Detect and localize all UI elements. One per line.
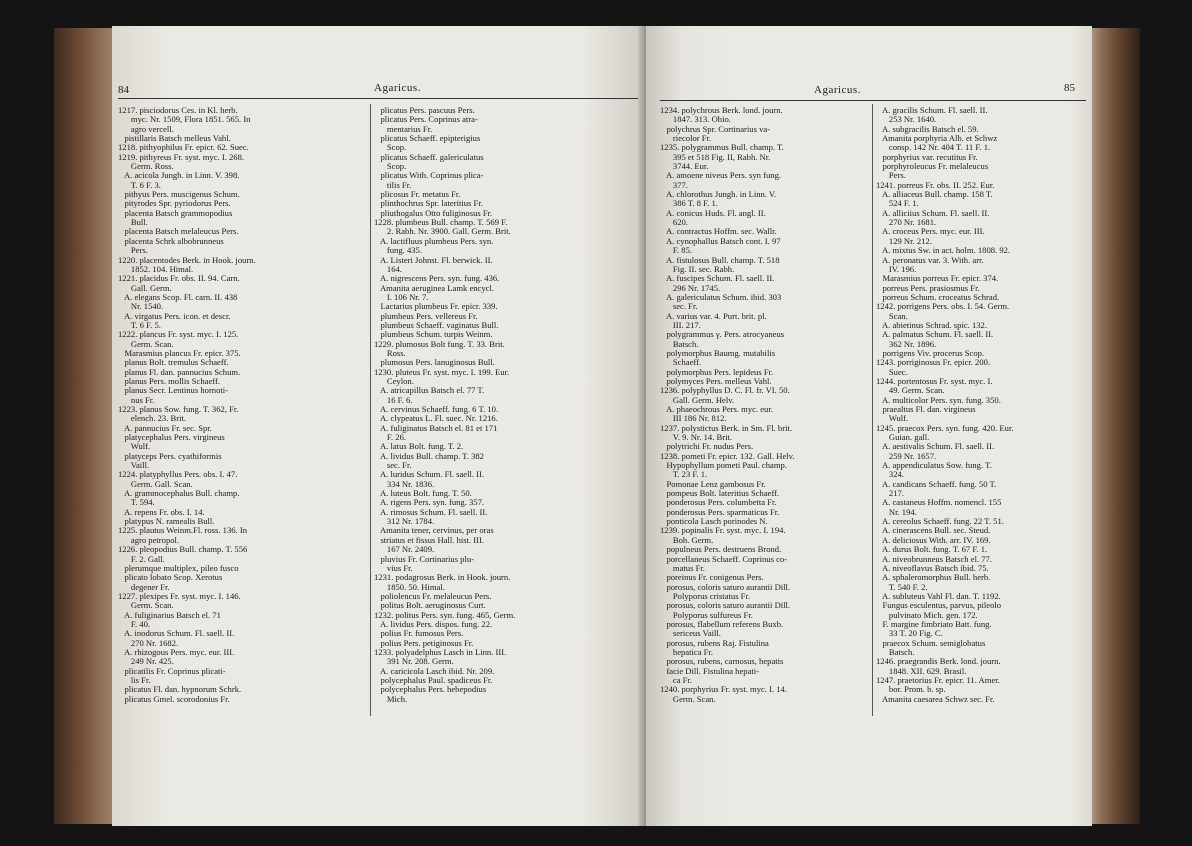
- entry-line: 334 Nr. 1836.: [374, 479, 435, 489]
- page-number-left: 84: [118, 84, 129, 96]
- entry-line: 1240. porphyrius Fr. syst. myc. I. 14.: [660, 685, 787, 695]
- entry-line: Germ. Scan.: [118, 339, 174, 349]
- entry-line: 1234. polychrous Berk. lond. journ.: [660, 106, 783, 115]
- entry-line: 1227. plexipes Fr. syst. myc. I. 146.: [118, 591, 241, 601]
- entry-line: plicatus Pers. pascuus Pers.: [374, 106, 475, 115]
- entry-line: A. niveobrunneus Batsch el. 77.: [876, 554, 992, 564]
- entry-line: 270 Nr. 1682.: [118, 638, 179, 648]
- entry-line: hepatica Fr.: [660, 647, 713, 657]
- entry-line: Scop.: [374, 143, 407, 153]
- entry-line: 1232. politus Pers. syn. fung. 465, Germ.: [374, 610, 516, 620]
- entry-line: Vaill.: [118, 461, 150, 471]
- entry-line: A. rigens Pers. syn. fung. 357.: [374, 498, 485, 508]
- entry-line: pompeus Bolt. lateritius Schaeff.: [660, 489, 780, 499]
- entry-line: 167 Nr. 2409.: [374, 545, 435, 555]
- entry-line: planus Fl. dan. pannucius Schum.: [118, 367, 241, 377]
- entry-line: Mich.: [374, 694, 408, 704]
- entry-line: 1244. portentosus Fr. syst. myc. I.: [876, 376, 993, 386]
- entry-line: 296 Nr. 1745.: [660, 283, 721, 293]
- entry-line: Germ. Scan.: [118, 601, 174, 611]
- entry-line: 1852. 104. Himal.: [118, 264, 194, 274]
- entry-line: A. acicola Jungh. in Linn. V. 398.: [118, 171, 240, 181]
- entry-line: A. elegans Scop. Fl. carn. II. 438: [118, 292, 238, 302]
- entry-line: 1850. 50. Himal.: [374, 582, 445, 592]
- entry-line: plinthochrus Spr. lateritius Fr.: [374, 199, 483, 209]
- entry-line: placenta Schrk albobrunneus: [118, 236, 224, 246]
- entry-line: 1220. placentodes Berk. in Hook. journ.: [118, 255, 256, 265]
- entry-line: porphyrius var. recutitus Fr.: [876, 152, 978, 162]
- entry-line: A. clypeatus L. Fl. suec. Nr. 1216.: [374, 414, 498, 424]
- entry-line: nus Fr.: [118, 395, 155, 405]
- entry-line: A. galericulatus Schum. ibid. 303: [660, 292, 782, 302]
- entry-line: plumbeus Schum. turpis Weinm.: [374, 330, 493, 340]
- entry-line: poreinus Fr. conigenus Pers.: [660, 573, 764, 583]
- entry-line: A. castaneus Hoffm. nomencl. 155: [876, 498, 1002, 508]
- entry-line: Lactarius plumbeus Fr. epicr. 339.: [374, 302, 498, 312]
- entry-line: Germ. Ross.: [118, 162, 174, 172]
- entry-line: IV. 196.: [876, 264, 917, 274]
- entry-line: polytrichi Fr. nudus Pers.: [660, 442, 754, 452]
- entry-line: elench. 23. Brit.: [118, 414, 187, 424]
- right-page: [646, 26, 1092, 826]
- entry-line: A. abietinus Schrad. spic. 132.: [876, 320, 987, 330]
- entry-line: A. luteus Bolt. fung. T. 50.: [374, 489, 472, 499]
- entry-line: 259 Nr. 1657.: [876, 451, 937, 461]
- entry-line: pithyus Pers. muscigenus Schum.: [118, 190, 240, 200]
- entry-line: polymorphus Pers. lepideus Fr.: [660, 367, 774, 377]
- entry-line: A. gracilis Schum. Fl. saell. II.: [876, 106, 988, 115]
- left-page-stack-edge: [54, 28, 116, 824]
- entry-line: Wulf.: [118, 442, 151, 452]
- right-page-stack-edge: [1090, 28, 1140, 824]
- entry-line: A. cervinus Schaeff. fung. 6 T. 10.: [374, 405, 499, 414]
- entry-line: porrigens Viv. procerus Scop.: [876, 348, 985, 358]
- entry-line: A. grammocephalus Bull. champ.: [118, 489, 240, 499]
- entry-line: platyceps Pers. cyathiformis: [118, 451, 222, 461]
- entry-line: agro vercell.: [118, 124, 174, 134]
- entry-line: A. cereolus Schaeff. fung. 22 T. 51.: [876, 517, 1004, 527]
- column-divider-right: [872, 104, 873, 716]
- entry-line: matus Fr.: [660, 563, 705, 573]
- entry-line: plicatilis Fr. Coprinus plicati-: [118, 666, 226, 676]
- entry-line: plicosus Fr. metatus Fr.: [374, 190, 461, 200]
- entry-line: agro petropol.: [118, 535, 180, 545]
- running-head-right: Agaricus.: [814, 84, 861, 96]
- running-head-left: Agaricus.: [374, 82, 421, 94]
- entry-line: A. fuliginarius Batsch el. 71: [118, 610, 221, 620]
- entry-line: A. fuliginatus Batsch el. 81 et 171: [374, 423, 498, 433]
- entry-line: Germ. Gall. Scan.: [118, 479, 193, 489]
- entry-line: pluvius Fr. Cortinarius plu-: [374, 554, 475, 564]
- entry-line: 1225. plautus Weinm.Fl. ross. 136. In: [118, 526, 248, 536]
- entry-line: sec. Fr.: [374, 461, 412, 471]
- entry-line: 1228. plumbeus Bull. champ. T. 569 F.: [374, 218, 508, 228]
- entry-line: Marasmius porreus Fr. epicr. 374.: [876, 274, 999, 284]
- entry-line: 391 Nr. 208. Germ.: [374, 657, 454, 667]
- entry-line: 1218. pithyophilus Fr. epicr. 62. Suec.: [118, 143, 249, 153]
- open-book: [54, 22, 1140, 830]
- entry-line: Wulf.: [876, 414, 909, 424]
- entry-line: A. niveoflavus Batsch ibid. 75.: [876, 563, 989, 573]
- entry-line: 386 T. 8 F. 1.: [660, 199, 718, 209]
- entry-line: F. 2. Gall.: [118, 554, 165, 564]
- entry-line: pulvinato Mich. gen. 172.: [876, 610, 978, 620]
- entry-line: A. caricicola Lasch ibid. Nr. 209.: [374, 666, 495, 676]
- entry-line: T. 594.: [118, 498, 155, 508]
- entry-line: A. mixtus Sw. in act. holm. 1808. 92.: [876, 246, 1011, 256]
- entry-line: Germ. Scan.: [660, 694, 716, 704]
- entry-line: A. cynophallus Batsch cont. I. 97: [660, 236, 781, 246]
- entry-line: 2. Rabh. Nr. 3900. Gall. Germ. Brit.: [374, 227, 511, 237]
- right-column-2: [876, 106, 1088, 704]
- entry-line: A. croceus Pers. myc. eur. III.: [876, 227, 985, 237]
- entry-line: porreus Pers. prasiosmus Fr.: [876, 283, 980, 293]
- entry-line: 324.: [876, 470, 904, 480]
- entry-line: ponderosus Pers. columbetta Fr.: [660, 498, 777, 508]
- entry-line: A. Listeri Johnst. Fl. berwick. II.: [374, 255, 493, 265]
- entry-line: fung. 435.: [374, 246, 422, 256]
- entry-line: praecox Schum. semiglobatus: [876, 638, 986, 648]
- entry-line: A. luridus Schum. Fl. saell. II.: [374, 470, 485, 480]
- entry-line: plicatus Fl. dan. hypnorum Schrk.: [118, 685, 242, 695]
- entry-line: 1217. pisciodorus Ces. in Kl. herb.: [118, 106, 238, 115]
- entry-line: 1229. plumosus Bolt fung. T. 33. Brit.: [374, 339, 505, 349]
- entry-line: polymyces Pers. melleus Vahl.: [660, 376, 772, 386]
- entry-line: A. atricapillus Batsch el. 77 T.: [374, 386, 485, 396]
- entry-line: platypus N. ramealis Bull.: [118, 517, 215, 527]
- entry-line: plumosus Pers. lanuginosus Bull.: [374, 358, 495, 368]
- entry-line: striatus et fissus Hall. hist. III.: [374, 535, 485, 545]
- entry-line: 362 Nr. 1896.: [876, 339, 937, 349]
- entry-line: planus Pers. mollis Schaeff.: [118, 376, 221, 386]
- entry-line: Bull.: [118, 218, 148, 228]
- entry-line: platycephalus Pers. virgineus: [118, 433, 225, 443]
- entry-line: A. appendiculatus Sow. fung. T.: [876, 461, 992, 471]
- entry-line: 49. Germ. Scan.: [876, 386, 945, 396]
- entry-line: A. conicus Huds. Fl. angl. II.: [660, 208, 766, 218]
- entry-line: T. 23 F. 1.: [660, 470, 708, 480]
- entry-line: A. deliciosus With. arr. IV. 169.: [876, 535, 991, 545]
- entry-line: Marasmius plancus Fr. epicr. 375.: [118, 348, 241, 358]
- entry-line: Scan.: [876, 311, 908, 321]
- entry-line: 1241. porreus Fr. obs. II. 252. Eur.: [876, 180, 995, 190]
- entry-line: 312 Nr. 1784.: [374, 517, 435, 527]
- entry-line: 1219. pithyreus Fr. syst. myc. I. 268.: [118, 152, 245, 162]
- entry-line: porosus, rubens, carnosus, hepatis: [660, 657, 784, 667]
- entry-line: polymorphus Baumg. mutabilis: [660, 348, 776, 358]
- entry-line: riecolor Fr.: [660, 134, 712, 144]
- entry-line: A. chlorothus Jungh. in Linn. V.: [660, 190, 777, 200]
- entry-line: Polyporus sulfureus Fr.: [660, 610, 753, 620]
- entry-line: A. multicolor Pers. syn. fung. 350.: [876, 395, 1001, 405]
- entry-line: porosus, flabellum referens Buxb.: [660, 619, 784, 629]
- entry-line: sec. Fr.: [660, 302, 698, 312]
- entry-line: Amanita caesarea Schwz sec. Fr.: [876, 694, 995, 704]
- entry-line: 33 T. 20 Fig. C.: [876, 629, 943, 639]
- entry-line: Nr. 1540.: [118, 302, 164, 312]
- entry-line: A. candicans Schaeff. fung. 50 T.: [876, 479, 997, 489]
- entry-line: 1236. polyphyllus D. C. Fl. fr. VI. 50.: [660, 386, 790, 396]
- entry-line: plicatus With. Coprinus plica-: [374, 171, 484, 181]
- entry-line: V. 9. Nr. 14. Brit.: [660, 433, 733, 443]
- entry-line: F. 26.: [374, 433, 407, 443]
- entry-line: polius Pers. petiginosus Fr.: [374, 638, 474, 648]
- entry-line: 1221. placidus Fr. obs. II. 94. Carn.: [118, 274, 240, 284]
- entry-line: 1226. pleopodius Bull. champ. T. 556: [118, 545, 248, 555]
- entry-line: A. aestivalis Schum. Fl. saell. II.: [876, 442, 995, 452]
- entry-line: lis Fr.: [118, 675, 151, 685]
- entry-line: 524 F. 1.: [876, 199, 919, 209]
- entry-line: pityrodes Spr. pyriodorus Pers.: [118, 199, 231, 209]
- entry-line: polycephalus Paul. spadiceus Fr.: [374, 675, 493, 685]
- entry-line: porosus, rubens Raj. Fistulina: [660, 638, 769, 648]
- left-column-2: [374, 106, 640, 704]
- entry-line: A. cinerascens Bull. sec. Steud.: [876, 526, 991, 536]
- entry-line: 620.: [660, 218, 688, 228]
- entry-line: plumbeus Schaeff. vaginatus Bull.: [374, 320, 499, 330]
- entry-line: 1235. polygrammus Bull. champ. T.: [660, 143, 784, 153]
- entry-line: 3744. Eur.: [660, 162, 709, 172]
- entry-line: I. 106 Nr. 7.: [374, 292, 429, 302]
- entry-line: 1247. praetorius Fr. epicr. 11. Amer.: [876, 675, 1000, 685]
- entry-line: plerumque multiplex, pileo fusco: [118, 563, 239, 573]
- entry-line: polychrus Spr. Cortinarius va-: [660, 124, 771, 134]
- entry-line: sericeus Vaill.: [660, 629, 721, 639]
- entry-line: consp. 142 Nr. 404 T. 11 F. 1.: [876, 143, 991, 153]
- entry-line: Guian. gall.: [876, 433, 930, 443]
- entry-line: 1242. porrigens Pers. obs. I. 54. Germ.: [876, 302, 1010, 312]
- entry-line: Amanita porphyria Alb. et Schwz: [876, 134, 998, 144]
- entry-line: praealtus Fl. dan. virgineus: [876, 405, 976, 414]
- entry-line: placenta Batsch grammopodius: [118, 208, 233, 218]
- entry-line: F. 85.: [660, 246, 693, 256]
- entry-line: facie Dill. Fistulina hepati-: [660, 666, 760, 676]
- entry-line: poliolencus Fr. melaleucus Pers.: [374, 591, 492, 601]
- entry-line: Boh. Germ.: [660, 535, 714, 545]
- entry-line: A. virgatus Pers. icon. et descr.: [118, 311, 231, 321]
- entry-line: A. lividus Bull. champ. T. 382: [374, 451, 484, 461]
- entry-line: plicatus Schaeff. epipterigius: [374, 134, 481, 144]
- entry-line: A. latus Bolt. fung. T. 2.: [374, 442, 464, 452]
- entry-line: 1848. XII. 629. Brasil.: [876, 666, 967, 676]
- entry-line: polius Fr. fumosus Pers.: [374, 629, 464, 639]
- entry-line: Scop.: [374, 162, 407, 172]
- entry-line: F. margine fimbriato Batt. fung.: [876, 619, 992, 629]
- entry-line: A. alliciius Schum. Fl. saell. II.: [876, 208, 990, 218]
- entry-line: Batsch.: [876, 647, 915, 657]
- entry-line: A. durus Bolt. fung. T. 67 F. 1.: [876, 545, 988, 555]
- entry-line: A. fistulosus Bull. champ. T. 518: [660, 255, 780, 265]
- entry-line: A. phaeochrous Pers. myc. eur.: [660, 405, 773, 414]
- entry-line: T. 6 F. 5.: [118, 320, 161, 330]
- entry-line: bor. Prom. b. sp.: [876, 685, 946, 695]
- entry-line: Ross.: [374, 348, 406, 358]
- entry-line: T. 540 F. 2.: [876, 582, 928, 592]
- entry-line: III 186 Nr. 812.: [660, 414, 727, 424]
- entry-line: F. 40.: [118, 619, 151, 629]
- entry-line: Fig. II. sec. Rabh.: [660, 264, 735, 274]
- entry-line: A. peronatus var. 3. With. arr.: [876, 255, 984, 265]
- entry-line: planus Bolt. tremulus Schaeff.: [118, 358, 229, 368]
- entry-line: tilis Fr.: [374, 180, 412, 190]
- right-column-1: [660, 106, 870, 704]
- entry-line: placenta Batsch melaleucus Pers.: [118, 227, 239, 237]
- entry-line: Pers.: [118, 246, 148, 256]
- entry-line: 377.: [660, 180, 688, 190]
- entry-line: pistillaris Batsch melleus Vahl.: [118, 134, 231, 144]
- entry-line: porosus, coloris saturo aurantii Dill.: [660, 582, 791, 592]
- entry-line: 270 Nr. 1681.: [876, 218, 937, 228]
- entry-line: A. subgracilis Batsch el. 59.: [876, 124, 979, 134]
- entry-line: 1243. porriginosus Fr. epicr. 200.: [876, 358, 991, 368]
- entry-line: Hypophyllum pometi Paul. champ.: [660, 461, 787, 471]
- entry-line: 1239. popinalis Fr. syst. myc. I. 194.: [660, 526, 786, 536]
- entry-line: porosus, coloris saturo aurantii Dill.: [660, 601, 791, 611]
- entry-line: A. rhizogous Pers. myc. eur. III.: [118, 647, 235, 657]
- entry-line: Pers.: [876, 171, 906, 181]
- entry-line: A. amoene niveus Pers. syn fung.: [660, 171, 782, 181]
- entry-line: 1230. pluteus Fr. syst. myc. I. 199. Eur.: [374, 367, 510, 377]
- entry-line: A. inodorus Schum. Fl. saell. II.: [118, 629, 235, 639]
- entry-line: A. repens Fr. obs. I. 14.: [118, 507, 205, 517]
- entry-line: politus Bolt. aeruginosus Curt.: [374, 601, 486, 611]
- column-divider-left: [370, 104, 371, 716]
- entry-line: 217.: [876, 489, 904, 499]
- entry-line: Pomonae Lenz gambosus Fr.: [660, 479, 766, 489]
- entry-line: porreus Schum. croceatus Schrad.: [876, 292, 1000, 302]
- entry-line: A. palmatus Schum. Fl. saell. II.: [876, 330, 994, 340]
- entry-line: 1231. podagrosus Berk. in Hook. journ.: [374, 573, 511, 583]
- entry-line: Ceylon.: [374, 376, 414, 386]
- entry-line: Gall. Germ. Helv.: [660, 395, 735, 405]
- entry-line: 164.: [374, 264, 402, 274]
- entry-line: porcellaneus Schaeff. Coprinus co-: [660, 554, 788, 564]
- entry-line: populneus Pers. destruens Brond.: [660, 545, 782, 555]
- entry-line: A. contractus Hoffm. sec. Wallr.: [660, 227, 777, 237]
- entry-line: 249 Nr. 425.: [118, 657, 174, 667]
- entry-line: 1224. platyphyllus Pers. obs. I. 47.: [118, 470, 238, 480]
- header-rule-right: [660, 100, 1086, 101]
- entry-line: ponderosus Pers. sparmaticus Fr.: [660, 507, 780, 517]
- entry-line: myc. Nr. 1509, Flora 1851. 565. In: [118, 115, 251, 125]
- entry-line: A. sphaleromorphus Bull. herb.: [876, 573, 991, 583]
- entry-line: Batsch.: [660, 339, 699, 349]
- entry-line: A. pannucius Fr. sec. Spr.: [118, 423, 212, 433]
- entry-line: 1238. pometi Fr. epicr. 132. Gall. Helv.: [660, 451, 795, 461]
- page-number-right: 85: [1064, 82, 1075, 94]
- entry-line: vius Fr.: [374, 563, 413, 573]
- entry-line: A. subluteus Vahl Fl. dan. T. 1192.: [876, 591, 1001, 601]
- entry-line: mentarius Fr.: [374, 124, 433, 134]
- entry-line: porphyroleucus Fr. melaleucus: [876, 162, 989, 172]
- entry-line: Amanita tener, cervinus, per oras: [374, 526, 494, 536]
- entry-line: A. varius var. 4. Purt. brit. pl.: [660, 311, 767, 321]
- entry-line: Nr. 194.: [876, 507, 917, 517]
- left-column-1: [118, 106, 368, 704]
- entry-line: 1246. praegrandis Berk. lond. journ.: [876, 657, 1001, 667]
- header-rule-left: [118, 98, 638, 99]
- entry-line: 1237. polystictus Berk. in Sm. Fl. brit.: [660, 423, 793, 433]
- entry-line: plumbeus Pers. vellereus Fr.: [374, 311, 478, 321]
- entry-line: ponticola Lasch porinodes N.: [660, 517, 768, 527]
- left-page: [112, 26, 646, 826]
- entry-line: 1847. 313. Ohio.: [660, 115, 731, 125]
- entry-line: Gall. Germ.: [118, 283, 172, 293]
- entry-line: A. lividus Pers. dispos. fung. 22.: [374, 619, 493, 629]
- entry-line: degener Fr.: [118, 582, 170, 592]
- entry-line: 1233. polyadelphus Lasch in Linn. III.: [374, 647, 507, 657]
- entry-line: plicatus Pers. Coprinus atra-: [374, 115, 478, 125]
- entry-line: plicato lobato Scop. Xerotus: [118, 573, 223, 583]
- entry-line: 16 F. 6.: [374, 395, 413, 405]
- entry-line: pliuthogalus Otto fuliginosus Fr.: [374, 208, 493, 218]
- entry-line: A. fuscipes Schum. Fl. saell. II.: [660, 274, 775, 284]
- entry-line: ca Fr.: [660, 675, 692, 685]
- entry-line: A. alliaceus Bull. champ. 158 T.: [876, 190, 993, 200]
- entry-line: A. lactifluus plumbeus Pers. syn.: [374, 236, 494, 246]
- entry-line: 1223. planus Sow. fung. T. 362, Fr.: [118, 405, 239, 414]
- entry-line: 253 Nr. 1640.: [876, 115, 937, 125]
- entry-line: Amanita aeruginea Lamk encycl.: [374, 283, 495, 293]
- entry-line: Polyporus cristatus Fr.: [660, 591, 750, 601]
- entry-line: 395 et 518 Fig. II, Rabh. Nr.: [660, 152, 771, 162]
- entry-line: Schaeff.: [660, 358, 702, 368]
- entry-line: polygrammus γ. Pers. atrocyaneus: [660, 330, 785, 340]
- entry-line: Suec.: [876, 367, 908, 377]
- entry-line: A. nigrescens Pers. syn. fung. 436.: [374, 274, 500, 284]
- entry-line: III. 217.: [660, 320, 701, 330]
- entry-line: 1222. plancus Fr. syst. myc. I. 125.: [118, 330, 239, 340]
- entry-line: planus Secr. Lentinus hornoti-: [118, 386, 229, 396]
- entry-line: plicatus Gmel. scorodonius Fr.: [118, 694, 230, 704]
- entry-line: A. rimosus Schum. Fl. saell. II.: [374, 507, 488, 517]
- entry-line: T. 6 F. 3.: [118, 180, 161, 190]
- entry-line: polycephalus Pers. hebepodius: [374, 685, 487, 695]
- entry-line: plicatus Schaeff. galericulatus: [374, 152, 484, 162]
- entry-line: 1245. praecox Pers. syn. fung. 420. Eur.: [876, 423, 1014, 433]
- entry-line: 129 Nr. 212.: [876, 236, 932, 246]
- entry-line: Fungus esculentus, parvus, pileolo: [876, 601, 1002, 611]
